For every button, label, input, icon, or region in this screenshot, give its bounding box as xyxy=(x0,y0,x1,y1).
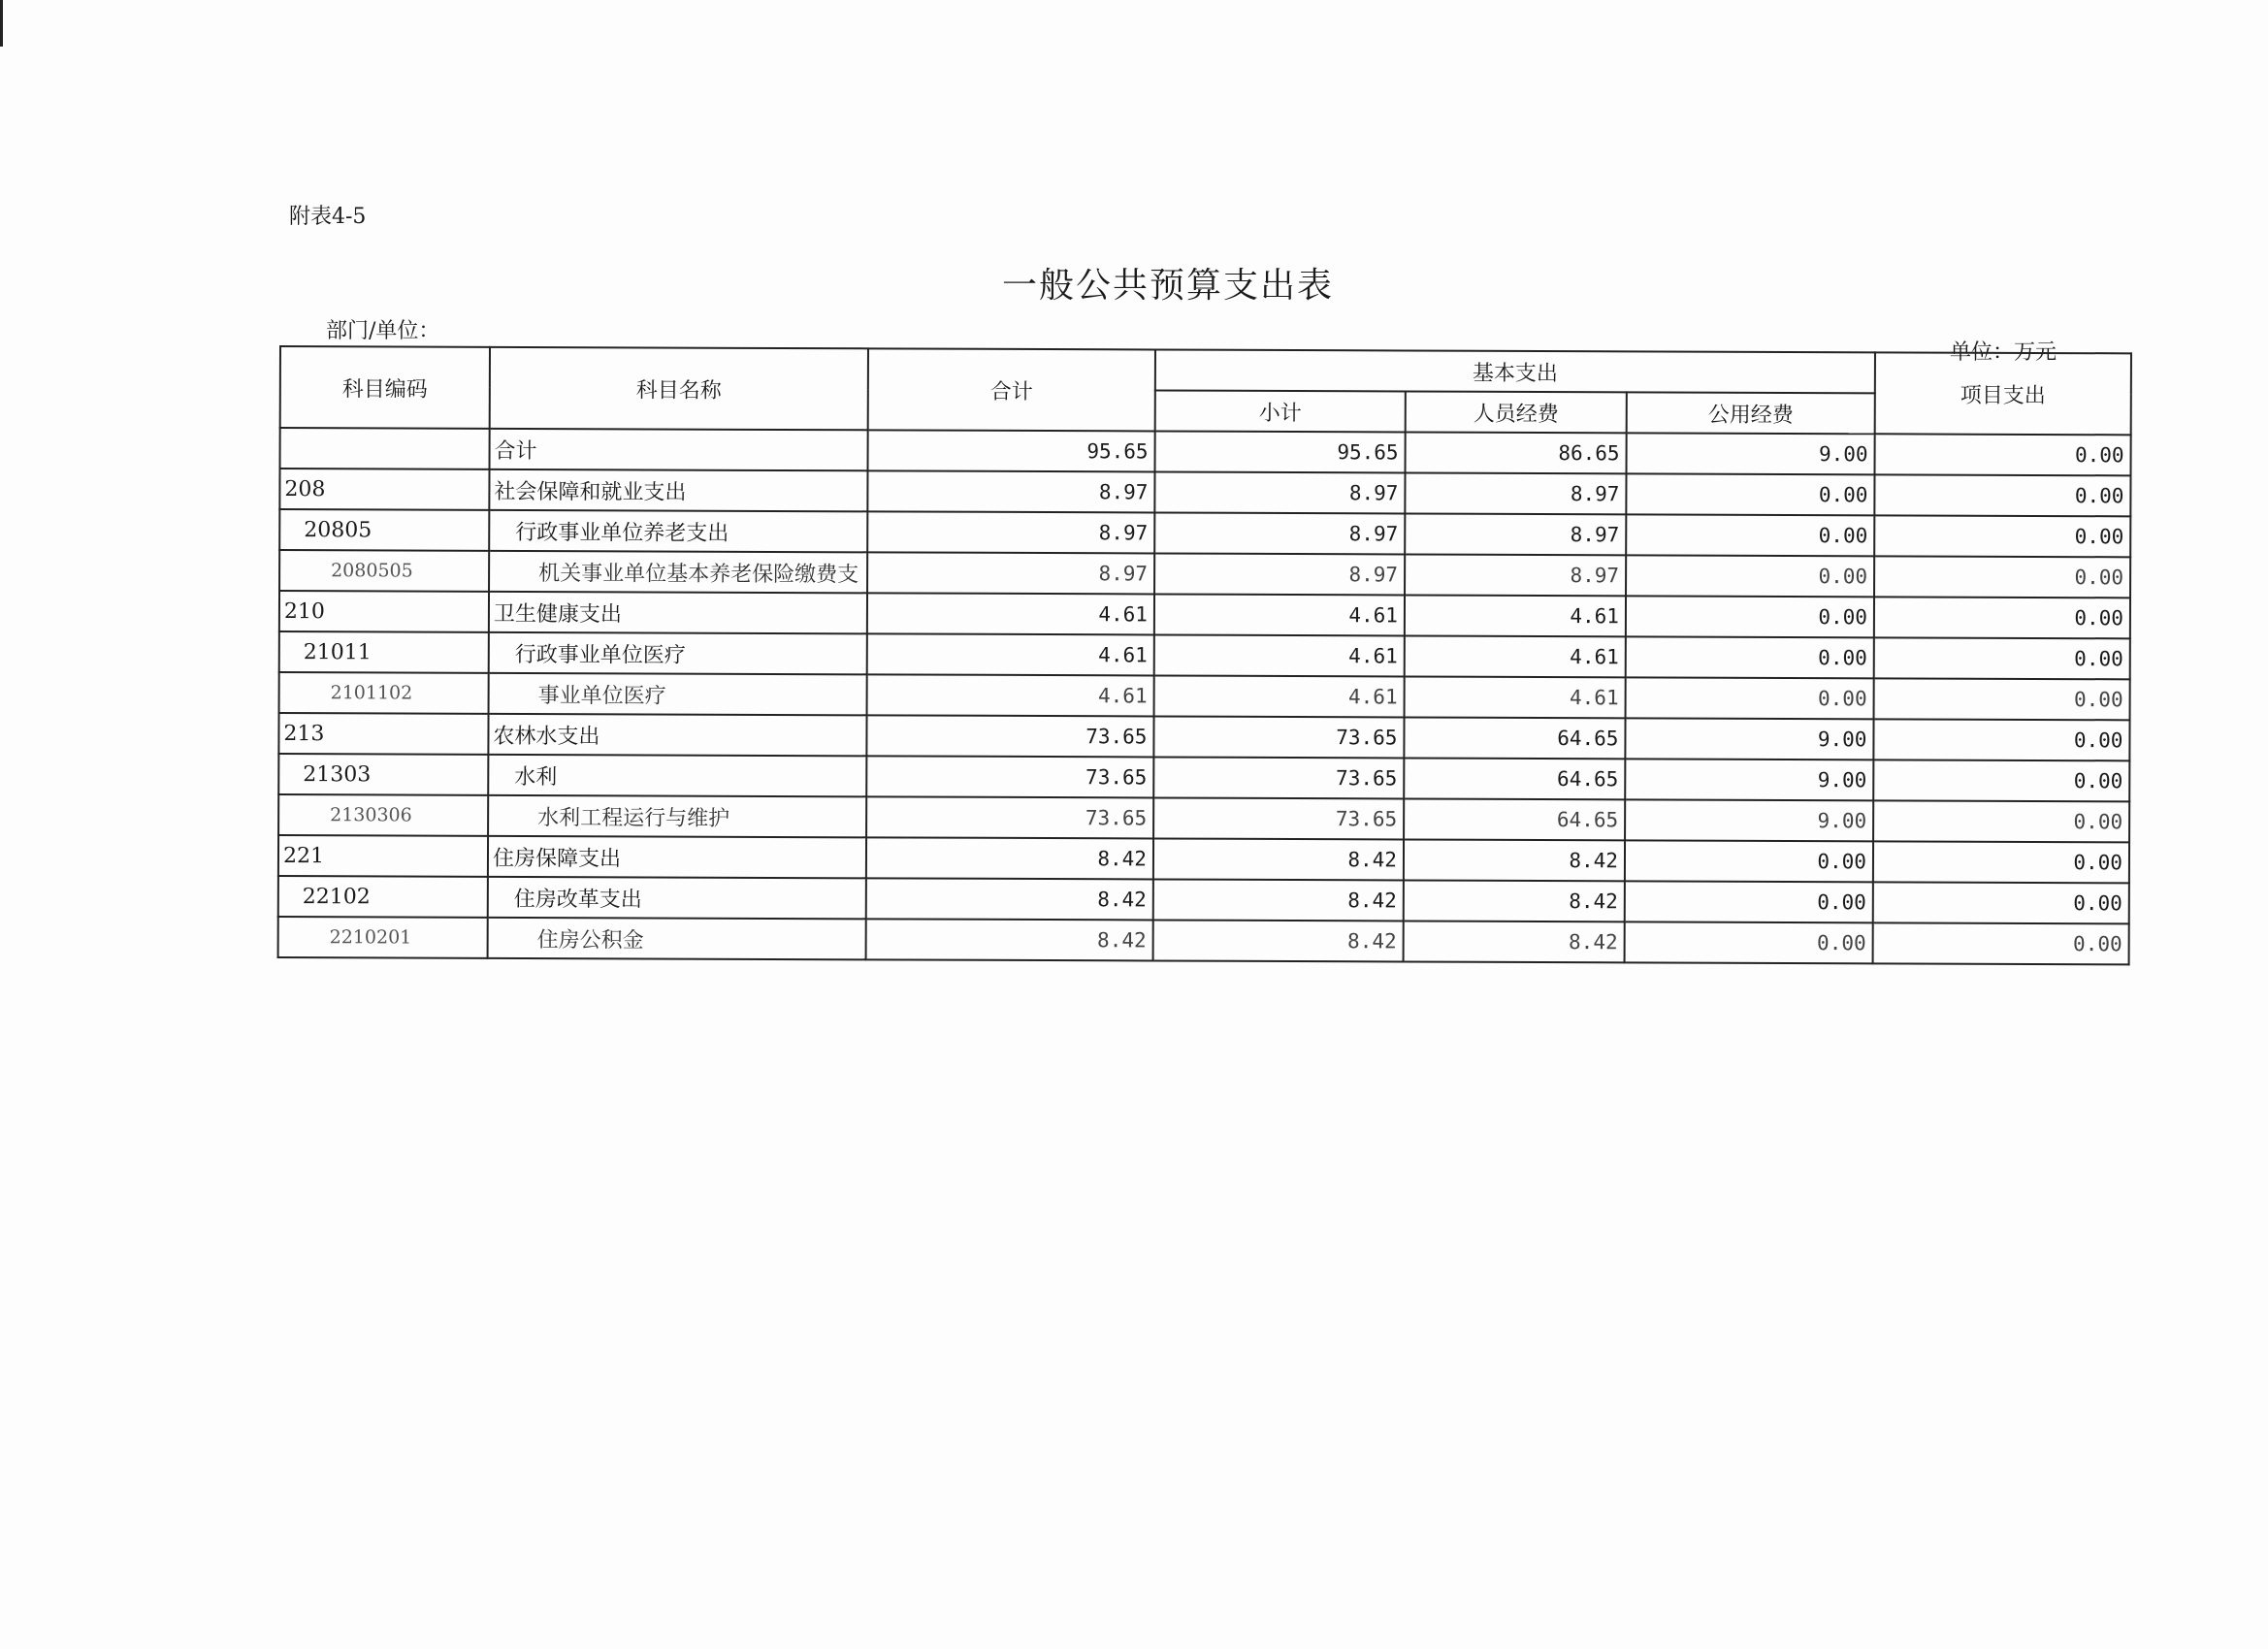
cell-subtotal: 73.65 xyxy=(1153,757,1404,798)
cell-public: 0.00 xyxy=(1625,840,1873,882)
cell-total: 4.61 xyxy=(867,593,1154,634)
cell-project: 0.00 xyxy=(1874,678,2130,720)
cell-total: 95.65 xyxy=(868,430,1155,471)
cell-personnel: 86.65 xyxy=(1406,432,1627,473)
cell-personnel: 4.61 xyxy=(1405,595,1626,636)
table-row xyxy=(278,713,2129,760)
table-row xyxy=(279,469,2130,516)
cell-personnel: 64.65 xyxy=(1404,758,1625,799)
budget-table xyxy=(277,345,2132,965)
cell-public: 0.00 xyxy=(1626,596,1874,637)
cell-personnel: 8.97 xyxy=(1405,513,1626,555)
cell-personnel: 8.42 xyxy=(1404,880,1625,922)
cell-personnel: 8.97 xyxy=(1405,554,1626,596)
cell-code: 213 xyxy=(278,713,488,755)
cell-project: 0.00 xyxy=(1874,556,2130,598)
cell-code: 221 xyxy=(278,835,488,877)
cell-personnel: 8.42 xyxy=(1404,839,1625,881)
table-container xyxy=(277,345,2130,965)
cell-project: 0.00 xyxy=(1873,719,2129,760)
cell-subtotal: 73.65 xyxy=(1153,716,1404,758)
cell-personnel: 4.61 xyxy=(1405,676,1626,718)
cell-personnel: 64.65 xyxy=(1404,717,1625,759)
table-row xyxy=(279,591,2130,638)
cell-subtotal: 95.65 xyxy=(1155,431,1406,472)
unit-label: 单位：万元 xyxy=(1950,340,2057,365)
cell-public: 0.00 xyxy=(1626,636,1874,678)
cell-project: 0.00 xyxy=(1873,760,2129,801)
table-row xyxy=(279,672,2130,720)
cell-name: 行政事业单位养老支出 xyxy=(489,510,867,552)
cell-project: 0.00 xyxy=(1873,841,2129,883)
scan-edge-mark xyxy=(0,0,3,47)
cell-subtotal: 8.97 xyxy=(1154,471,1405,513)
table-row xyxy=(279,550,2130,598)
cell-code: 22102 xyxy=(278,876,488,918)
table-header xyxy=(280,346,2131,435)
cell-code: 2101102 xyxy=(279,672,489,714)
cell-total: 4.61 xyxy=(867,674,1154,716)
header-project: 项目支出 xyxy=(1875,352,2131,435)
header-name: 科目名称 xyxy=(490,347,868,430)
cell-name: 住房保障支出 xyxy=(488,836,866,878)
cell-code: 21011 xyxy=(279,631,489,673)
cell-subtotal: 8.42 xyxy=(1153,879,1404,921)
cell-public: 0.00 xyxy=(1626,677,1874,719)
cell-project: 0.00 xyxy=(1873,922,2129,964)
page-title xyxy=(0,258,2268,307)
cell-public: 9.00 xyxy=(1625,718,1873,760)
cell-code: 20805 xyxy=(279,509,489,551)
cell-name: 水利 xyxy=(488,755,866,796)
cell-code: 2130306 xyxy=(278,794,488,836)
cell-project: 0.00 xyxy=(1873,882,2129,923)
cell-name: 社会保障和就业支出 xyxy=(489,469,867,511)
cell-total: 8.42 xyxy=(866,837,1153,879)
cell-public: 9.00 xyxy=(1625,759,1873,800)
cell-project: 0.00 xyxy=(1873,800,2129,842)
table-body xyxy=(278,428,2131,964)
cell-name: 事业单位医疗 xyxy=(489,673,867,715)
cell-public: 0.00 xyxy=(1625,922,1873,963)
cell-total: 73.65 xyxy=(866,715,1153,757)
header-public: 公用经费 xyxy=(1627,392,1875,434)
cell-code xyxy=(280,428,490,469)
cell-total: 8.97 xyxy=(867,511,1154,553)
cell-name: 卫生健康支出 xyxy=(489,592,867,633)
cell-name: 行政事业单位医疗 xyxy=(489,632,867,674)
cell-total: 8.42 xyxy=(866,919,1153,960)
cell-project: 0.00 xyxy=(1874,515,2130,557)
header-code: 科目编码 xyxy=(280,346,490,429)
table-row xyxy=(278,835,2129,883)
table-row xyxy=(278,917,2129,964)
cell-name: 水利工程运行与维护 xyxy=(488,795,866,837)
cell-code: 2210201 xyxy=(278,917,488,958)
cell-project: 0.00 xyxy=(1875,434,2131,475)
cell-subtotal: 8.42 xyxy=(1153,838,1404,880)
cell-code: 208 xyxy=(279,469,489,510)
table-row xyxy=(278,754,2129,801)
dept-label: 部门/单位： xyxy=(326,319,440,343)
cell-public: 0.00 xyxy=(1626,555,1874,597)
cell-subtotal: 4.61 xyxy=(1154,634,1405,676)
cell-total: 8.42 xyxy=(866,878,1153,920)
cell-total: 4.61 xyxy=(867,633,1154,675)
cell-project: 0.00 xyxy=(1874,474,2130,516)
cell-total: 73.65 xyxy=(866,756,1153,797)
cell-subtotal: 73.65 xyxy=(1153,797,1404,839)
cell-code: 2080505 xyxy=(279,550,489,592)
cell-personnel: 64.65 xyxy=(1404,798,1625,840)
header-personnel: 人员经费 xyxy=(1406,391,1627,433)
cell-project: 0.00 xyxy=(1874,597,2130,638)
cell-name: 住房改革支出 xyxy=(488,877,866,919)
cell-personnel: 8.42 xyxy=(1404,921,1625,962)
annex-label: 附表4-5 xyxy=(289,205,367,229)
table-row xyxy=(279,509,2130,557)
cell-name: 机关事业单位基本养老保险缴费支 xyxy=(489,551,867,593)
header-basic: 基本支出 xyxy=(1155,349,1875,393)
cell-public: 0.00 xyxy=(1626,473,1874,515)
cell-code: 210 xyxy=(279,591,489,632)
cell-subtotal: 8.97 xyxy=(1154,512,1405,554)
cell-total: 8.97 xyxy=(867,470,1154,512)
cell-personnel: 4.61 xyxy=(1405,635,1626,677)
cell-subtotal: 8.97 xyxy=(1154,553,1405,595)
cell-name: 住房公积金 xyxy=(488,918,866,959)
cell-subtotal: 4.61 xyxy=(1154,675,1405,717)
table-row xyxy=(278,794,2129,842)
cell-personnel: 8.97 xyxy=(1405,472,1626,514)
title-text: 一般公共预算支出表 xyxy=(1001,266,1334,306)
header-subtotal: 小计 xyxy=(1155,390,1406,432)
cell-name: 合计 xyxy=(490,429,868,470)
cell-public: 9.00 xyxy=(1625,799,1873,841)
cell-subtotal: 4.61 xyxy=(1154,594,1405,635)
header-total: 合计 xyxy=(868,348,1155,431)
cell-public: 9.00 xyxy=(1627,433,1875,474)
cell-public: 0.00 xyxy=(1625,881,1873,922)
cell-project: 0.00 xyxy=(1874,637,2130,679)
table-row xyxy=(278,876,2129,923)
cell-public: 0.00 xyxy=(1626,514,1874,556)
cell-name: 农林水支出 xyxy=(488,714,866,756)
cell-total: 8.97 xyxy=(867,552,1154,594)
cell-subtotal: 8.42 xyxy=(1153,920,1404,961)
table-row xyxy=(280,428,2131,475)
table-row xyxy=(279,631,2130,679)
cell-code: 21303 xyxy=(278,754,488,795)
cell-total: 73.65 xyxy=(866,796,1153,838)
